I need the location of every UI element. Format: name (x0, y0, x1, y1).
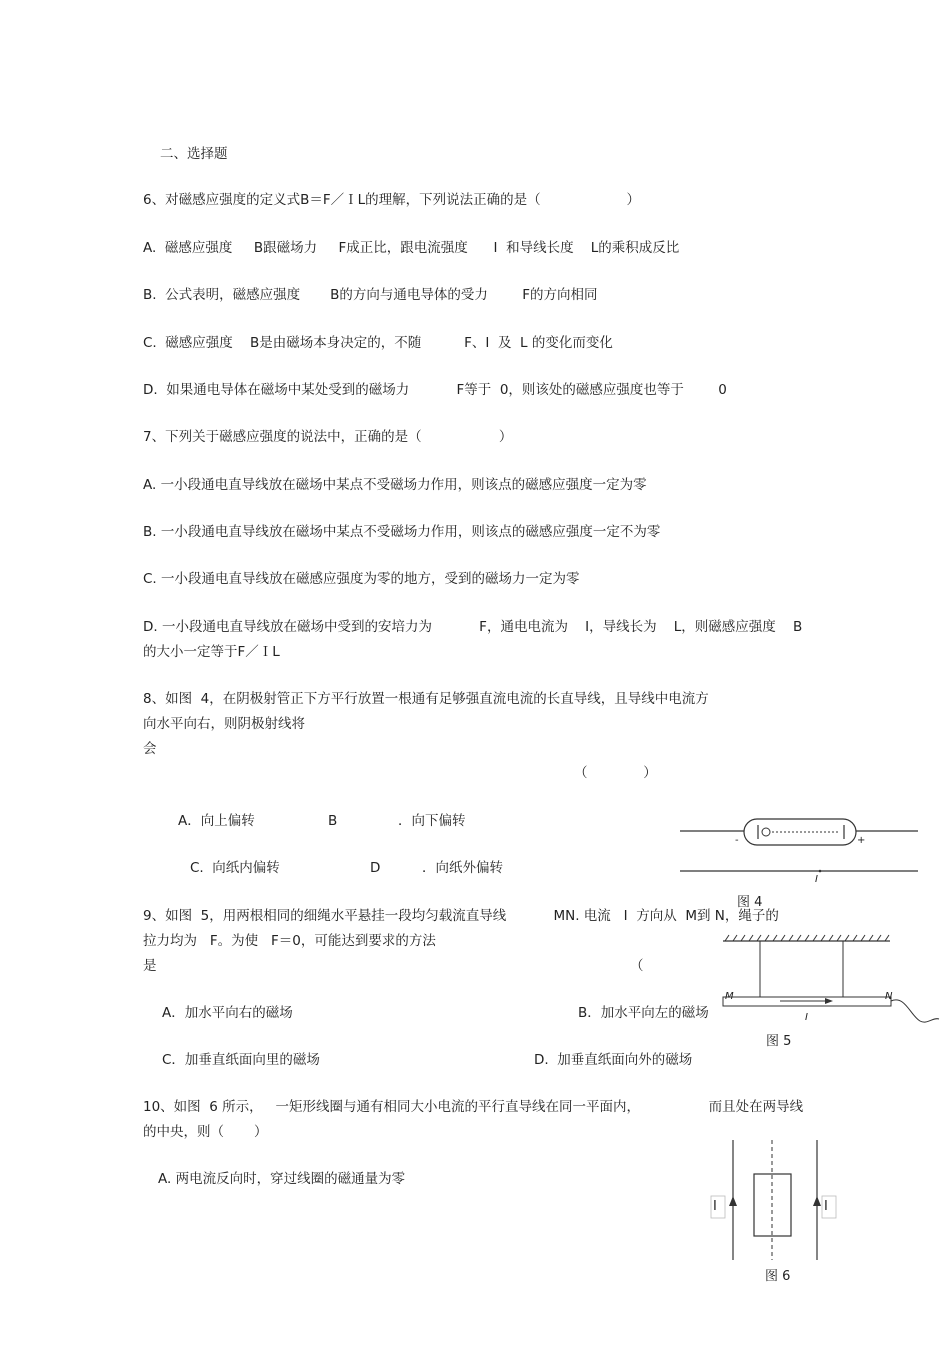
q6-option-c: C. 磁感应强度 B是由磁场本身决定的，不随 F、I 及 L 的变化而变化 (143, 335, 613, 351)
q7-option-a: A. 一小段通电直导线放在磁场中某点不受磁场力作用，则该点的磁感应强度一定为零 (143, 477, 647, 493)
q6-option-d: D. 如果通电导体在磁场中某处受到的磁场力 F等于 0，则该处的磁感应强度也等于 0 (143, 382, 727, 398)
q9-answer-paren: （ (630, 958, 644, 974)
q10-stem-line2: 的中央，则（ ） (143, 1124, 268, 1140)
figure-5-n-label: N (885, 991, 893, 1002)
q10-option-a: A. 两电流反向时，穿过线圈的磁通量为零 (158, 1171, 406, 1187)
q8-answer-paren: （ ） (574, 765, 657, 781)
q6-option-b: B. 公式表明，磁感应强度 B的方向与通电导体的受力 F的方向相同 (143, 287, 598, 303)
q9-option-d: D. 加垂直纸面向外的磁场 (534, 1052, 693, 1068)
figure-5-current-label: I (805, 1012, 808, 1023)
q7-option-d-line1: D. 一小段通电直导线放在磁场中受到的安培力为 F，通电电流为 I，导线长为 L，则磁感应强度 B (143, 619, 803, 635)
q8-option-b-text: ．向下偏转 (398, 813, 466, 829)
figure-4-minus-label: - (735, 835, 739, 846)
q8-stem-line1: 8、如图 4，在阴极射管正下方平行放置一根通有足够强直流电流的长直导线，且导线中电流方 (143, 691, 709, 707)
q9-option-b: B．加水平向左的磁场 (578, 1005, 709, 1021)
q9-stem-line3: 是 (143, 958, 157, 974)
figure-4-current-label: I (815, 874, 818, 885)
q9-option-c: C．加垂直纸面向里的磁场 (162, 1052, 320, 1068)
q8-stem-line3: 会 (143, 741, 157, 757)
figure-5-caption: 图 5 (766, 1034, 792, 1049)
q6-stem: 6、对磁感应强度的定义式B＝F／ＩL的理解，下列说法正确的是（ ） (143, 192, 640, 208)
q9-stem-line1: 9、如图 5，用两根相同的细绳水平悬挂一段均匀载流直导线 MN. 电流 I 方向从 M到 N，绳子的 (143, 908, 779, 924)
q8-option-a: A．向上偏转 (178, 813, 255, 829)
q9-stem-line2: 拉力均为 F。为使 F＝0，可能达到要求的方法 (143, 933, 436, 949)
q7-option-b: B. 一小段通电直导线放在磁场中某点不受磁场力作用，则该点的磁感应强度一定不为零 (143, 524, 661, 540)
figure-6-right-current-label: I (824, 1199, 828, 1214)
q6-option-a: A. 磁感应强度 B跟磁场力 F成正比，跟电流强度 I 和导线长度 L的乘积成反比 (143, 240, 680, 256)
q7-option-c: C. 一小段通电直导线放在磁感应强度为零的地方，受到的磁场力一定为零 (143, 571, 580, 587)
q7-stem: 7、下列关于磁感应强度的说法中，正确的是（ ） (143, 429, 513, 445)
figure-6-left-current-label: I (713, 1199, 717, 1214)
figure-4-caption: 图 4 (737, 895, 763, 910)
q8-option-d-text: ．向纸外偏转 (422, 860, 503, 876)
q8-option-d-letter: D (370, 860, 381, 876)
figure-5-diagram (715, 935, 945, 1035)
figure-6-caption: 图 6 (765, 1269, 791, 1284)
q7-option-d-line2: 的大小一定等于F／ＩL (143, 644, 280, 660)
q8-option-c: C. 向纸内偏转 (190, 860, 280, 876)
q8-option-b-letter: B (328, 813, 338, 829)
section-title: 二、选择题 (160, 146, 228, 162)
q8-stem-line2: 向水平向右，则阴极射线将 (143, 716, 305, 732)
q9-option-a: A．加水平向右的磁场 (162, 1005, 293, 1021)
figure-5-m-label: M (725, 991, 734, 1002)
figure-4-plus-label: + (857, 835, 866, 846)
q10-stem-line1: 10、如图 6 所示， 一矩形线圈与通有相同大小电流的平行直导线在同一平面内， 而且处在两导线 (143, 1099, 804, 1115)
figure-4-diagram (680, 815, 920, 885)
